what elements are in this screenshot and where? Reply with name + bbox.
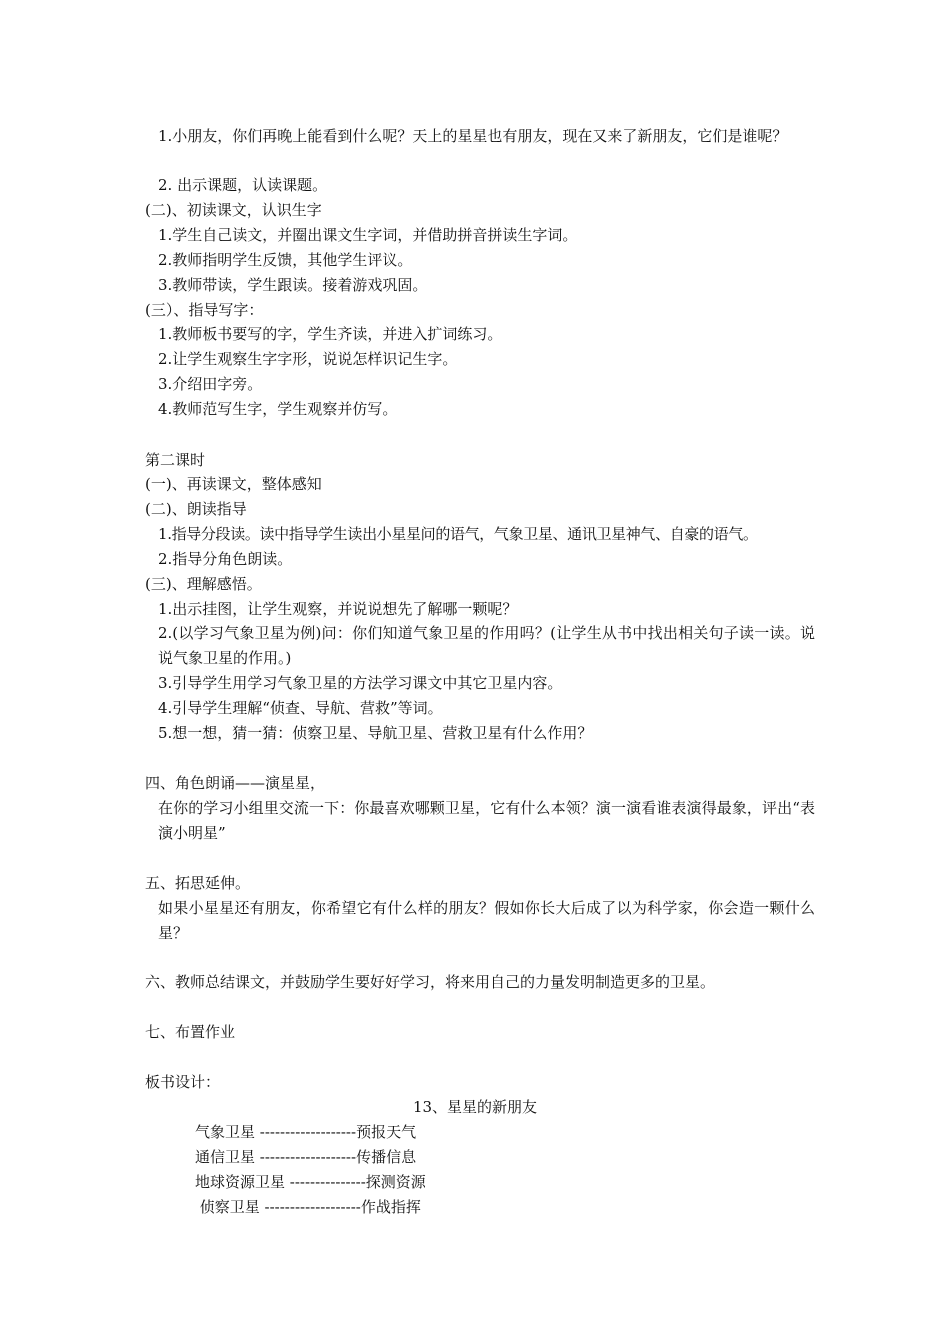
section-heading: 七、布置作业 (145, 1023, 236, 1041)
board-row: 侦察卫星 -------------------作战指挥 (195, 1198, 421, 1216)
lesson-title: 第二课时 (145, 451, 206, 469)
list-item: 4.教师范写生字，学生观察并仿写。 (158, 400, 398, 418)
list-item: 1.出示挂图，让学生观察，并说说想先了解哪一颗呢？ (158, 600, 518, 618)
list-item: 2.教师指明学生反馈，其他学生评议。 (158, 251, 413, 269)
list-item: 2.(以学习气象卫星为例)问：你们知道气象卫星的作用吗？(让学生从书中找出相关句子读一读。说说气象卫星的作用。) (158, 624, 815, 667)
board-title: 13、星星的新朋友 (412, 1098, 538, 1116)
intro-question-1: 1.小朋友，你们再晚上能看到什么呢？天上的星星也有朋友，现在又来了新朋友，它们是谁呢？ (158, 127, 788, 145)
board-row: 气象卫星 -------------------预报天气 (195, 1123, 417, 1141)
section-heading: 四、角色朗诵——演星星， (145, 774, 326, 792)
section-heading: (二)、朗读指导 (145, 500, 247, 518)
section-heading: (二)、初读课文，认识生字 (145, 201, 322, 219)
list-item: 3.介绍田字旁。 (158, 375, 263, 393)
board-row: 地球资源卫星 ---------------探测资源 (195, 1173, 426, 1191)
list-item: 2.让学生观察生字字形，说说怎样识记生字。 (158, 350, 458, 368)
list-item: 3.引导学生用学习气象卫星的方法学习课文中其它卫星内容。 (158, 674, 563, 692)
list-item: 5.想一想，猜一猜：侦察卫星、导航卫星、营救卫星有什么作用？ (158, 724, 593, 742)
list-item: 2.指导分角色朗读。 (158, 550, 293, 568)
list-item: 1.教师板书要写的字，学生齐读，并进入扩词练习。 (158, 325, 503, 343)
paragraph: 在你的学习小组里交流一下：你最喜欢哪颗卫星，它有什么本领？演一演看谁表演得最象，评出“表演小明星” (158, 799, 815, 842)
intro-question-2: 2. 出示课题，认读课题。 (158, 176, 328, 194)
list-item: 4.引导学生理解“侦查、导航、营救”等词。 (158, 699, 443, 717)
section-heading: 六、教师总结课文，并鼓励学生要好好学习，将来用自己的力量发明制造更多的卫星。 (145, 973, 716, 991)
list-item: 3.教师带读，学生跟读。接着游戏巩固。 (158, 276, 428, 294)
section-heading: (三）、指导写字： (145, 301, 264, 319)
section-heading: 五、拓思延伸。 (145, 874, 251, 892)
section-heading: (三)、理解感悟。 (145, 575, 262, 593)
board-row: 通信卫星 -------------------传播信息 (195, 1148, 417, 1166)
paragraph: 如果小星星还有朋友，你希望它有什么样的朋友？假如你长大后成了以为科学家，你会造一颗什么星？ (158, 899, 815, 942)
list-item: 1.学生自己读文，并圈出课文生字词，并借助拼音拼读生字词。 (158, 226, 578, 244)
board-label: 板书设计： (145, 1073, 221, 1091)
list-item: 1.指导分段读。读中指导学生读出小星星问的语气，气象卫星、通讯卫星神气、自豪的语气。 (158, 525, 758, 543)
section-heading: (一)、再读课文，整体感知 (145, 475, 322, 493)
